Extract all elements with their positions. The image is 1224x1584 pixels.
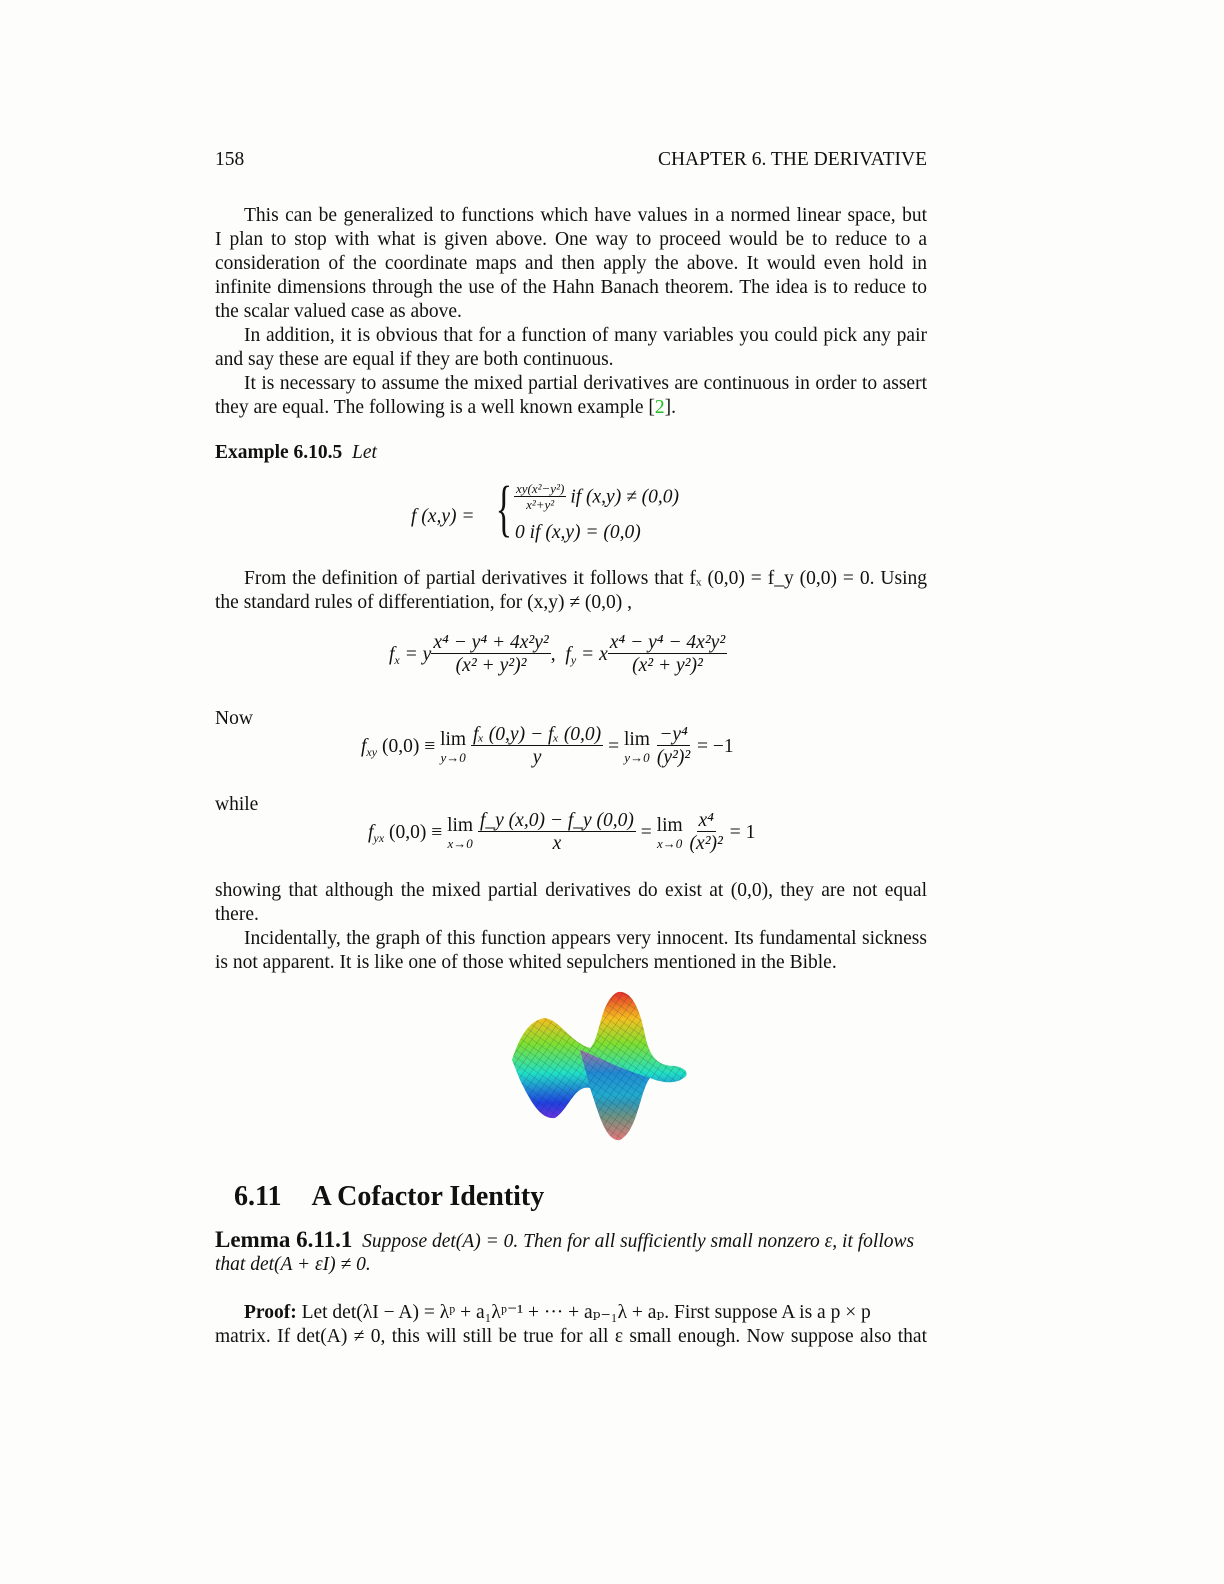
lemma-line1 (215, 1228, 927, 1254)
section-title: A Cofactor Identity (311, 1181, 545, 1212)
para5-line1: showing that although the mixed partial derivatives do exist at (0,0), they are not equal (215, 880, 927, 901)
citation-link[interactable]: 2 (654, 397, 665, 418)
fyx-denominator2: (x²)² (689, 833, 723, 855)
fx-lhs: = y (404, 643, 432, 665)
f-xy: f (x,y) = (411, 506, 475, 527)
section-number: 6.11 (234, 1181, 282, 1212)
fxy-lim-word: lim (440, 728, 467, 750)
case1-fraction (514, 482, 566, 513)
now-label: Now (215, 708, 253, 729)
para3-line2 (215, 396, 927, 420)
fxy-denominator: y (532, 747, 542, 769)
fyx-denominator: x (552, 833, 562, 855)
surface-plot-figure (500, 980, 700, 1150)
fyx-symbol: $f_{yx}$ (368, 821, 385, 845)
fxy-numerator2: −y⁴ (659, 724, 688, 745)
fxy-result: = −1 (697, 735, 734, 757)
fxy-limit (440, 730, 466, 765)
fx-fraction (431, 632, 550, 678)
piecewise-case2: 0 if (x,y) = (0,0) (515, 522, 641, 543)
proof-label: Proof: (244, 1302, 297, 1323)
example-lead: Let (352, 442, 377, 463)
para1-line2: I plan to stop with what is given above. One way to proceed would be to reduce to a (215, 229, 927, 250)
fyx-numerator: f_y (x,0) − f_y (0,0) (479, 810, 634, 831)
fxy-fraction2 (655, 724, 692, 770)
while-label: while (215, 794, 259, 815)
para5-line2: there. (215, 904, 259, 925)
fy-numerator: x⁴ − y⁴ − 4x²y² (609, 632, 726, 653)
lemma-label: Lemma 6.11.1 (215, 1227, 353, 1252)
fxy-lim-sub: y→0 (440, 750, 466, 766)
fxy-lhs: (0,0) ≡ (381, 735, 436, 757)
fyx-numerator2: x⁴ (698, 810, 714, 831)
lemma-text: Suppose det(A) = 0. Then for all sufficiently small nonzero ε, it follows (362, 1231, 915, 1252)
fx-symbol: $f_x$ (389, 643, 400, 667)
fy-lhs: = x (581, 643, 608, 665)
para2-line2: and say these are equal if they are both continuous. (215, 349, 614, 370)
fxy-lim-word2: lim (623, 728, 650, 750)
surface-mesh (512, 992, 687, 1140)
fx-denominator: (x² + y²)² (455, 655, 527, 677)
fxy-symbol: $f_{xy}$ (361, 735, 378, 759)
fyx-fraction (478, 810, 636, 856)
fxy-numerator: fₓ (0,y) − fₓ (0,0) (472, 724, 602, 745)
fy-fraction (608, 632, 727, 678)
para2-line1: In addition, it is obvious that for a function of many variables you could pick any pair (244, 325, 927, 346)
proof-line1 (244, 1301, 871, 1325)
fy-symbol: $f_y$ (565, 643, 577, 667)
piecewise-case1 (514, 482, 679, 513)
para3-text: they are equal. The following is a well known example [ (215, 397, 655, 418)
fy-denominator: (x² + y²)² (632, 655, 703, 677)
para4-line1: From the definition of partial derivatives it follows that fₓ (0,0) = f_y (0,0) = 0. Using (244, 568, 927, 589)
partials-equation: $f_x = y$ $\frac{\text{x⁴ − y⁴ + 4x²y²}}{\text{(x² + y²)²}}$ , $f_y = x$ $\frac{\text{x⁴ − y⁴ − 4x²y²}}{\text{(x² + y²)²}}$ (389, 632, 726, 677)
proof-line2: matrix. If det(A) ≠ 0, this will still be true for all ε small enough. Now suppose also that (215, 1326, 927, 1347)
fyx-lim-sub2: x→0 (657, 836, 683, 852)
fyx-equation: $f_{yx}$ (0,0) ≡ lim x→0 $\frac{f\_y (x,0) - f\_y (0,0)}{x}$ = lim x→0 $\frac{\text{x⁴}}{\text{(x²)²}}$ = 1 (368, 810, 756, 855)
section-heading (234, 1181, 544, 1213)
para1-line4: infinite dimensions through the use of the Hahn Banach theorem. The idea is to reduce to (215, 277, 927, 298)
running-title: CHAPTER 6. THE DERIVATIVE (657, 149, 927, 170)
fx-numerator: x⁴ − y⁴ + 4x²y² (433, 632, 549, 653)
example-label: Example 6.10.5 (215, 442, 343, 463)
example-heading (215, 441, 377, 465)
case1-denominator: x²+y² (526, 497, 555, 513)
piecewise-lhs (411, 505, 475, 529)
fyx-limit (447, 816, 473, 851)
fyx-lim-word: lim (447, 814, 474, 836)
para4-line2: the standard rules of differentiation, for (x,y) ≠ (0,0) , (215, 592, 633, 613)
para1-line3: consideration of the coordinate maps and then apply the above. It would even hold in (215, 253, 927, 274)
fyx-lhs: (0,0) ≡ (388, 821, 443, 843)
proof-text: Let det(λI − A) = λᵖ + a₁λᵖ⁻¹ + ··· + aₚ₋₁λ + aₚ. First suppose A is a p × p (301, 1302, 871, 1323)
fyx-lim-word2: lim (656, 814, 683, 836)
fxy-denominator2: (y²)² (656, 747, 691, 769)
para6-line1: Incidentally, the graph of this function appears very innocent. Its fundamental sickness (244, 928, 927, 949)
fxy-equation: $f_{xy}$ (0,0) ≡ lim y→0 $\frac{\text{fₓ (0,y) − fₓ (0,0)}}{y}$ = lim y→0 $\frac{\text{−y⁴}}{\text{(y²)²}}$ = −1 (361, 724, 734, 769)
fxy-lim-sub2: y→0 (624, 750, 650, 766)
case1-condition: if (x,y) ≠ (0,0) (570, 486, 680, 508)
fxy-limit2 (624, 730, 650, 765)
para3-line1: It is necessary to assume the mixed partial derivatives are continuous in order to assert (244, 373, 927, 394)
para6-line2: is not apparent. It is like one of those whited sepulchers mentioned in the Bible. (215, 952, 837, 973)
fyx-result: = 1 (729, 821, 756, 843)
para3-text-end: ]. (664, 397, 677, 418)
page-number: 158 (215, 149, 245, 170)
fyx-lim-sub: x→0 (447, 836, 473, 852)
para1-line5: the scalar valued case as above. (215, 301, 462, 322)
fyx-fraction2 (688, 810, 725, 856)
fyx-limit2 (657, 816, 683, 851)
fxy-fraction (471, 724, 603, 770)
case1-numerator: xy(x²−y²) (516, 481, 565, 496)
left-brace: { (495, 475, 513, 543)
para1-line1: This can be generalized to functions which have values in a normed linear space, but (244, 205, 927, 226)
lemma-line2: that det(A + εI) ≠ 0. (215, 1254, 371, 1275)
